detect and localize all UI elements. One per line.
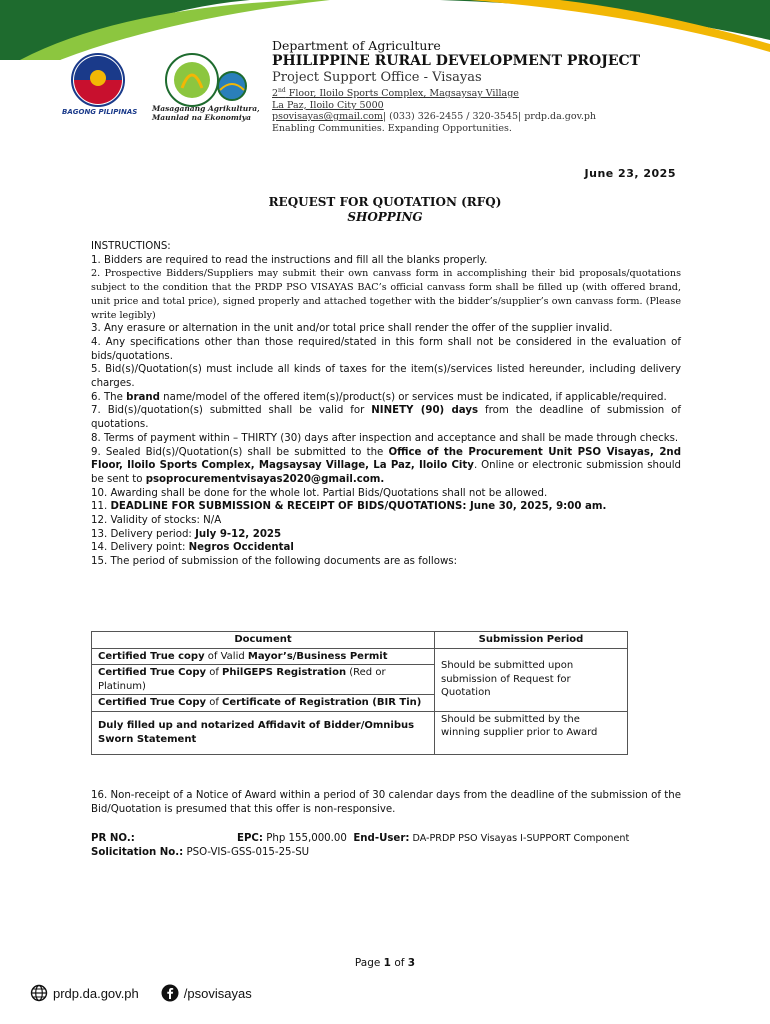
logo-right-caption-line2: Maunlad na Ekonomiya [152, 113, 251, 122]
r3-c: Certificate of Registration (BIR Tin) [222, 697, 422, 708]
contact-email-link[interactable]: psovisayas@gmail.com [272, 111, 383, 123]
page-prefix: Page [354, 957, 384, 969]
tagline: Enabling Communities. Expanding Opportunities. [272, 122, 512, 134]
table-row [92, 648, 628, 665]
department-name: Department of Agriculture [272, 38, 441, 53]
documents-table [91, 631, 628, 755]
address-street: Floor, Iloilo Sports Complex, Magsaysay Village [285, 88, 519, 100]
instruction-1: 1. Bidders are required to read the instructions and fill all the blanks properly. [91, 254, 488, 266]
pr-details [91, 832, 691, 860]
instruction-7 [91, 404, 681, 431]
r1-b: of Valid [204, 650, 248, 662]
period-cell-2: Should be submitted by the winning supplier prior to Award [435, 711, 628, 754]
i6-text-c: name/model of the offered item(s)/product(s) or services must be indicated, if applicable/required. [159, 391, 667, 403]
instruction-11 [91, 500, 681, 514]
instruction-2: 2. Prospective Bidders/Suppliers may submit their own canvass form in accomplishing their bid proposals/quotations subject to the condition that the PRDP PSO VISAYAS BAC’s official canvass form shall be filled up (with offered brand, unit price and total price), signed properly and attached together with the bidder’s/supplier’s own canvass form. (Please write legibly) [91, 268, 681, 321]
doc-cell-1 [92, 648, 435, 665]
document-title [0, 195, 770, 225]
instruction-13 [91, 528, 681, 542]
i14-text-a: 14. Delivery point: [91, 542, 189, 554]
r2-d: (Red or Platinum) [98, 667, 386, 692]
r3-a: Certified True Copy [98, 697, 207, 708]
r2-a: Certified True Copy [98, 667, 207, 678]
instruction-9 [91, 446, 681, 487]
r2-b: of [206, 667, 223, 678]
col-document: Document [92, 632, 435, 649]
instruction-16: 16. Non-receipt of a Notice of Award within a period of 30 calendar days from the deadline of the submission of the Bid/Quotation is presumed that this offer is non-responsive. [91, 790, 681, 815]
doc-cell-4: Duly filled up and notarized Affidavit of Bidder/Omnibus Sworn Statement [92, 711, 435, 754]
solicitation-value: PSO-VIS-GSS-015-25-SU [183, 847, 310, 858]
delivery-period: July 9-12, 2025 [195, 528, 282, 540]
logo-right-caption-line1: Masaganang Agrikultura, [152, 104, 260, 113]
i11-text-a: 11. [91, 501, 111, 513]
title-line1: REQUEST FOR QUOTATION (RFQ) [268, 195, 502, 209]
epc-label: EPC: [237, 833, 263, 844]
address-line1 [272, 85, 752, 100]
instructions [91, 240, 681, 569]
i7-text-c: from the deadline of submission of quotations. [91, 405, 681, 431]
solicitation-line [91, 846, 691, 860]
period-cell-1: Should be submitted upon submission of Request for Quotation [435, 648, 628, 711]
instruction-4: 4. Any specifications other than those required/stated in this form shall not be considered in the evaluation of bids/quotations. [91, 336, 681, 362]
procurement-email: psoprocurementvisayas2020@gmail.com. [145, 473, 385, 485]
facebook-text: /psovisayas [183, 985, 252, 1001]
document-date: June 23, 2025 [584, 167, 676, 180]
i9-text-a: 9. Sealed Bid(s)/Quotation(s) shall be submitted to the [91, 446, 389, 458]
instruction-8: 8. Terms of payment within – THIRTY (30) days after inspection and acceptance and shall be made through checks. [91, 432, 679, 444]
page-current: 1 [383, 957, 391, 969]
instructions-heading: INSTRUCTIONS: [91, 241, 171, 252]
footer-facebook[interactable] [161, 984, 252, 1002]
pr-line [91, 832, 691, 846]
r1-c: Mayor’s/Business Permit [247, 650, 388, 662]
logo-right-caption [152, 104, 260, 122]
contact-phones: | (033) 326-2455 / 320-3545| prdp.da.gov.ph [382, 111, 597, 123]
i13-text-a: 13. Delivery period: [91, 528, 196, 540]
solicitation-label: Solicitation No.: [91, 847, 184, 858]
r3-b: of [206, 697, 223, 708]
r2-c: PhilGEPS Registration [222, 667, 347, 678]
page-number [0, 957, 770, 969]
title-line2: SHOPPING [347, 210, 423, 224]
instruction-3: 3. Any erasure or alternation in the unit and/or total price shall render the offer of the supplier invalid. [91, 323, 613, 335]
instruction-5: 5. Bid(s)/Quotation(s) must include all kinds of taxes for the item(s)/services listed hereunder, including delivery charges. [91, 364, 681, 390]
instruction-15: 15. The period of submission of the following documents are as follows: [91, 556, 458, 568]
i7-text-b: NINETY (90) days [371, 405, 479, 417]
deadline-text: DEADLINE FOR SUBMISSION & RECEIPT OF BIDS/QUOTATIONS: June 30, 2025, 9:00 am. [110, 501, 607, 513]
doc-cell-3 [92, 695, 435, 712]
table-header-row [92, 632, 628, 649]
instruction-14 [91, 541, 681, 555]
project-name: PHILIPPINE RURAL DEVELOPMENT PROJECT [272, 53, 641, 69]
letterhead [272, 38, 752, 135]
website-text: prdp.da.gov.ph [53, 985, 139, 1001]
instruction-6 [91, 391, 681, 405]
address-line2: La Paz, Iloilo City 5000 [272, 99, 384, 111]
instruction-10: 10. Awarding shall be done for the whole lot. Partial Bids/Quotations shall not be allowed. [91, 487, 548, 499]
contact-line [272, 111, 752, 123]
footer-links [30, 984, 266, 1002]
i9-text-c: . Online or electronic submission should be sent to [91, 460, 681, 485]
header-logos [60, 48, 270, 128]
facebook-icon [161, 984, 179, 1002]
i6-text-a: 6. The [91, 391, 127, 403]
doc-cell-2 [92, 665, 435, 695]
address-floor-suffix: nd [278, 87, 286, 94]
globe-icon [30, 984, 48, 1002]
i9-text-b: Office of the Procurement Unit PSO Visayas, 2nd Floor, Iloilo Sports Complex, Magsaysay Village, La Paz, Iloilo City [91, 446, 681, 472]
logo-left-caption: BAGONG PILIPINAS [62, 108, 138, 116]
pr-label: PR NO.: [91, 833, 135, 844]
i6-text-b: brand [126, 391, 160, 403]
office-name: Project Support Office - Visayas [272, 70, 482, 85]
r1-a: Certified True copy [98, 650, 205, 662]
page-mid: of [390, 957, 408, 969]
col-submission-period: Submission Period [435, 632, 628, 649]
enduser-label: End-User: [353, 833, 410, 844]
delivery-point: Negros Occidental [188, 542, 294, 554]
table-row [92, 711, 628, 754]
epc-value: Php 155,000.00 [262, 833, 347, 844]
instruction-12: 12. Validity of stocks: N/A [91, 515, 222, 527]
page-total: 3 [407, 957, 416, 969]
footer-website[interactable] [30, 984, 139, 1002]
enduser-value: DA-PRDP PSO Visayas I-SUPPORT Component [409, 833, 630, 844]
i7-text-a: 7. Bid(s)/quotation(s) submitted shall be valid for [91, 405, 372, 417]
address-floor-number: 2 [272, 88, 279, 100]
